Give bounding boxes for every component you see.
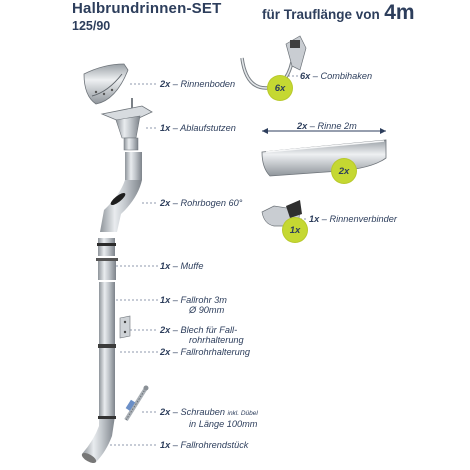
downpipe-image xyxy=(80,152,142,465)
part-name: Rinnenverbinder xyxy=(329,214,397,224)
label-rinnenverbinder: 1x – Rinnenverbinder xyxy=(309,214,397,224)
label-ablaufstutzen: 1x – Ablaufstutzen xyxy=(160,123,236,133)
blech-image xyxy=(120,316,130,338)
label-fallrohr: 1x – Fallrohr 3m Ø 90mm xyxy=(160,295,227,315)
qty: 1x xyxy=(309,214,320,224)
qty: 2x xyxy=(297,121,308,131)
part-name: Rinne 2m xyxy=(317,121,357,131)
label-rohrbogen: 2x – Rohrbogen 60° xyxy=(160,198,243,208)
badge-rinne: 2x xyxy=(332,159,356,183)
length-value: 4m xyxy=(384,1,415,24)
rinnenboden-image xyxy=(84,64,128,104)
schrauben-image xyxy=(126,386,149,421)
label-blech: 2x – Blech für Fall- rohrhalterung xyxy=(160,325,244,345)
label-fallrohrhalterung: 2x – Fallrohrhalterung xyxy=(160,347,250,357)
badge-combihaken: 6x xyxy=(268,76,292,100)
ablaufstutzen-image xyxy=(102,98,152,150)
label-muffe: 1x – Muffe xyxy=(160,261,204,271)
label-combihaken: 6x – Combihaken xyxy=(300,71,373,81)
label-rinne: 2x – Rinne 2m xyxy=(297,121,357,131)
set-title: Halbrundrinnen-SET xyxy=(72,0,222,17)
badge-rinnenverbinder: 1x xyxy=(283,218,307,242)
set-size: 125/90 xyxy=(72,19,111,33)
label-rinnenboden: 2x – Rinnenboden xyxy=(160,79,236,89)
qty: 6x xyxy=(300,71,311,81)
length-prefix: für Trauflänge von xyxy=(262,7,380,22)
rinne-image xyxy=(262,140,386,176)
label-schrauben: 2x – Schrauben inkl. Dübel in Länge 100mm xyxy=(160,407,258,429)
part-name: Combihaken xyxy=(320,71,373,81)
label-fallrohrendstueck: 1x – Fallrohrendstück xyxy=(160,440,249,450)
